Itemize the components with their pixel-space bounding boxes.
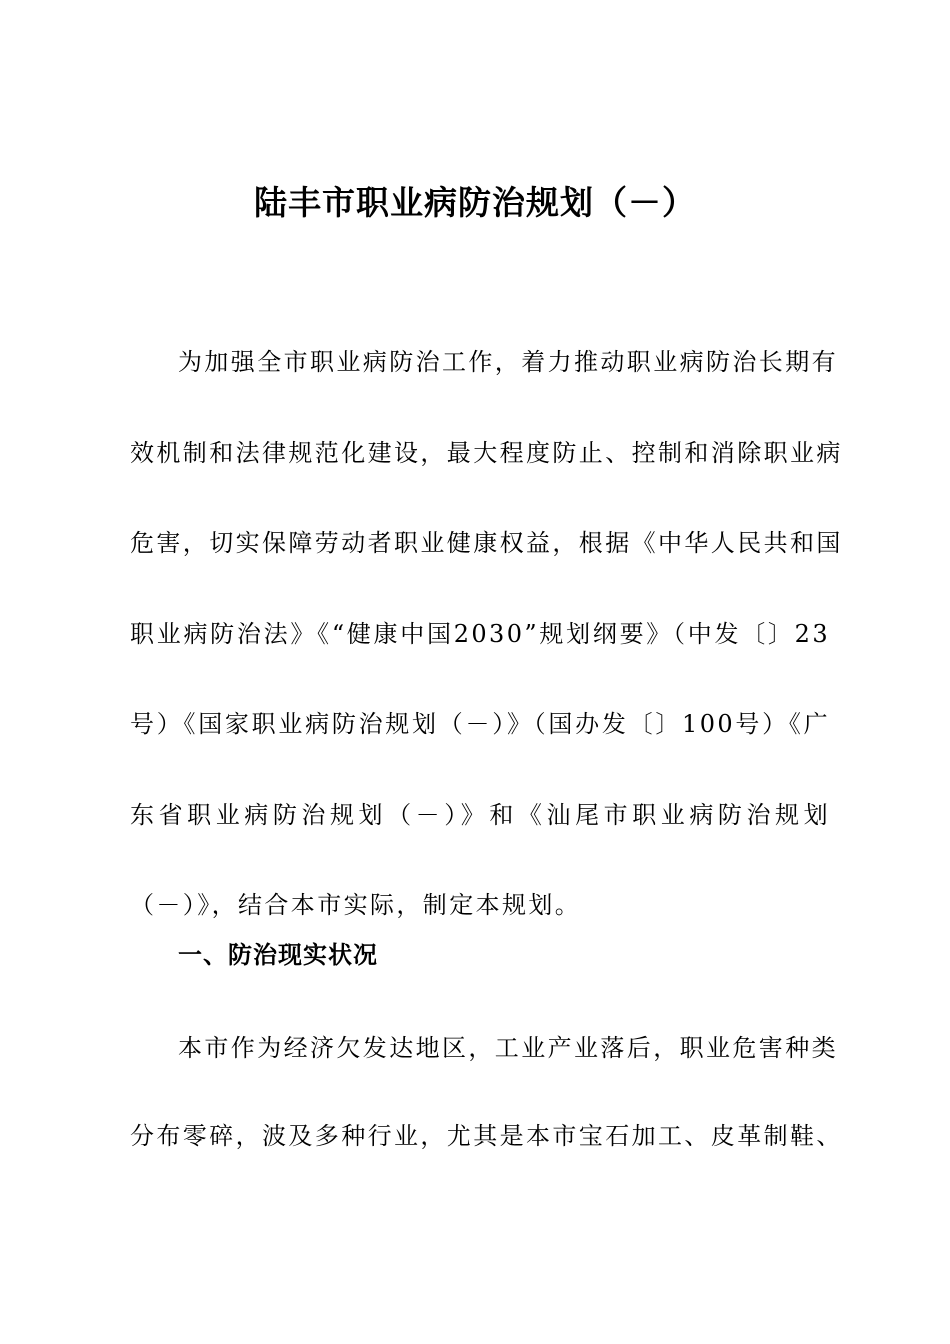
paragraph-line: 本市作为经济欠发达地区，工业产业落后，职业危害种类 [178, 1034, 838, 1062]
paragraph-line: 为加强全市职业病防治工作，着力推动职业病防治长期有 [178, 348, 838, 376]
status-paragraph [130, 1004, 843, 1180]
section-heading: 一、防治现实状况 [178, 941, 378, 969]
paragraph-line: 东省职业病防治规划（－）》和《汕尾市职业病防治规划 [130, 800, 830, 829]
paragraph-line: （－）》，结合本市实际，制定本规划。 [130, 891, 582, 919]
document-title: 陆丰市职业病防治规划（－） [254, 183, 696, 222]
paragraph-line: 分布零碎，波及多种行业，尤其是本市宝石加工、皮革制鞋、 [130, 1122, 843, 1150]
paragraph-line: 危害，切实保障劳动者职业健康权益，根据《中华人民共和国 [130, 529, 843, 557]
intro-paragraph [130, 317, 843, 951]
paragraph-line: 效机制和法律规范化建设，最大程度防止、控制和消除职业病 [130, 438, 843, 467]
paragraph-line: 职业病防治法》《“健康中国2030”规划纲要》（中发〔〕23 [130, 619, 830, 648]
paragraph-line: 号）《国家职业病防治规划（－）》（国办发〔〕100号）《广 [130, 710, 830, 738]
